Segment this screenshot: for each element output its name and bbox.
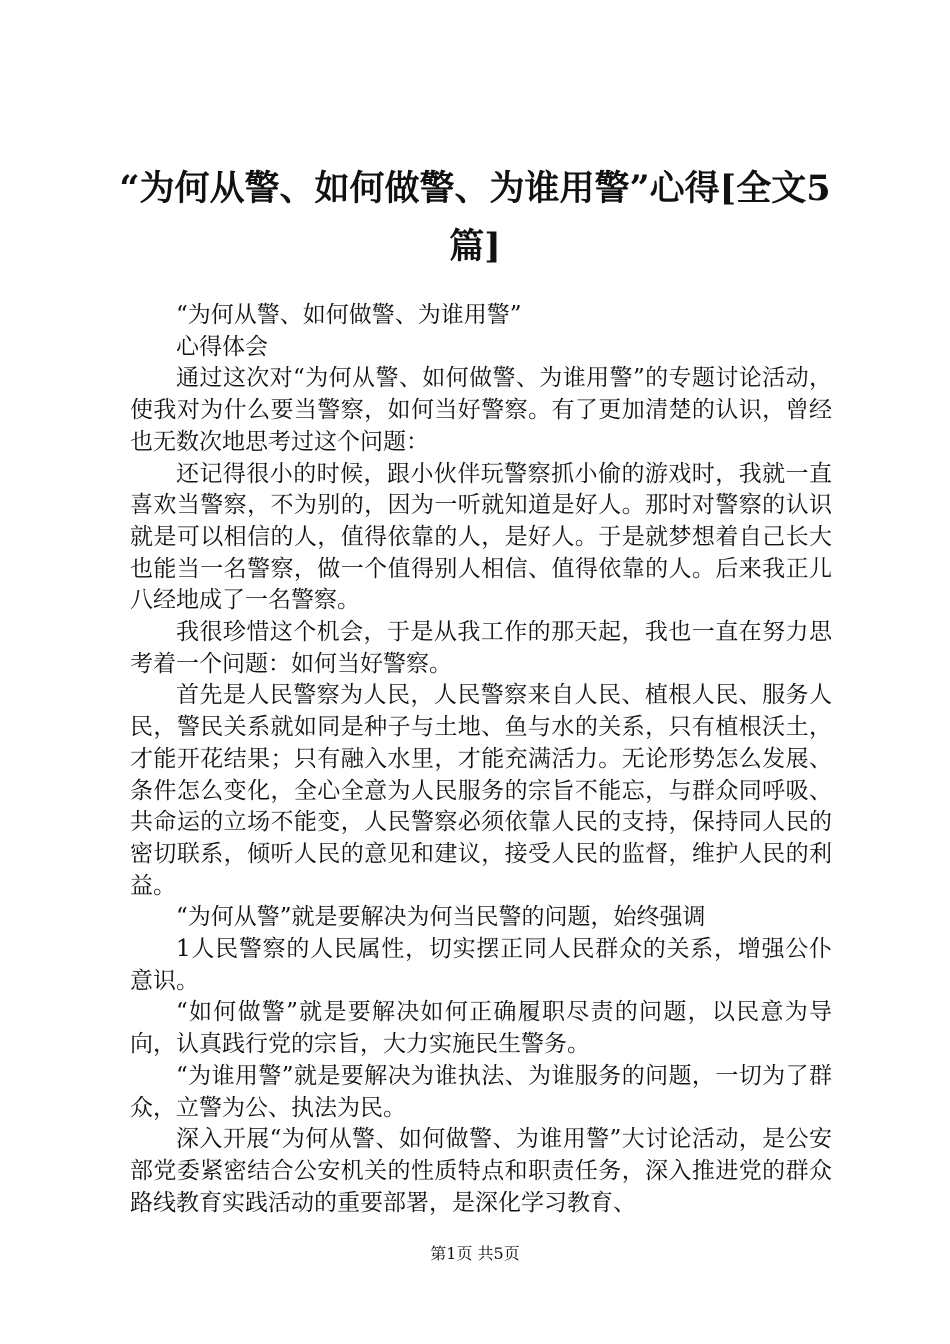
- paragraph: “为谁用警”就是要解决为谁执法、为谁服务的问题，一切为了群众，立警为公、执法为民。: [130, 1062, 832, 1121]
- page-footer: 第1页 共5页: [430, 1244, 520, 1263]
- paragraph: 我很珍惜这个机会，于是从我工作的那天起，我也一直在努力思考着一个问题：如何当好警察。: [130, 619, 832, 677]
- paragraph: 通过这次对“为何从警、如何做警、为谁用警”的专题讨论活动，使我对为什么要当警察，如何当好警察。有了更加清楚的认识，曾经也无数次地思考过这个问题：: [130, 365, 832, 455]
- paragraph: 首先是人民警察为人民，人民警察来自人民、植根人民、服务人民，警民关系就如同是种子与土地、鱼与水的关系，只有植根沃土，才能开花结果；只有融入水里，才能充满活力。无论形势怎么发展、条件怎么变化，全心全意为人民服务的宗旨不能忘，与群众同呼吸、共命运的立场不能变，人民警察必须依靠人民的支持，保持同人民的密切联系，倾听人民的意见和建议，接受人民的监督，维护人民的利益。: [130, 682, 832, 899]
- paragraph: 1人民警察的人民属性，切实摆正同人民群众的关系，增强公仆意识。: [130, 936, 832, 994]
- document-body: [130, 300, 832, 1219]
- paragraph: “为何从警、如何做警、为谁用警”: [176, 302, 522, 328]
- paragraph: 还记得很小的时候，跟小伙伴玩警察抓小偷的游戏时，我就一直喜欢当警察，不为别的，因为一听就知道是好人。那时对警察的认识就是可以相信的人，值得依靠的人，是好人。于是就梦想着自己长大也能当一名警察，做一个值得别人相信、值得依靠的人。后来我正儿八经地成了一名警察。: [130, 460, 832, 614]
- paragraph: 心得体会: [176, 333, 268, 360]
- paragraph: “如何做警”就是要解决如何正确履职尽责的问题，以民意为导向，认真践行党的宗旨，大力实施民生警务。: [130, 999, 832, 1058]
- paragraph: 深入开展“为何从警、如何做警、为谁用警”大讨论活动，是公安部党委紧密结合公安机关的性质特点和职责任务，深入推进党的群众路线教育实践活动的重要部署，是深化学习教育、: [130, 1126, 832, 1216]
- document-title: “为何从警、如何做警、为谁用警”心得[全文5篇]: [119, 168, 831, 267]
- paragraph: “为何从警”就是要解决为何当民警的问题，始终强调: [176, 904, 706, 931]
